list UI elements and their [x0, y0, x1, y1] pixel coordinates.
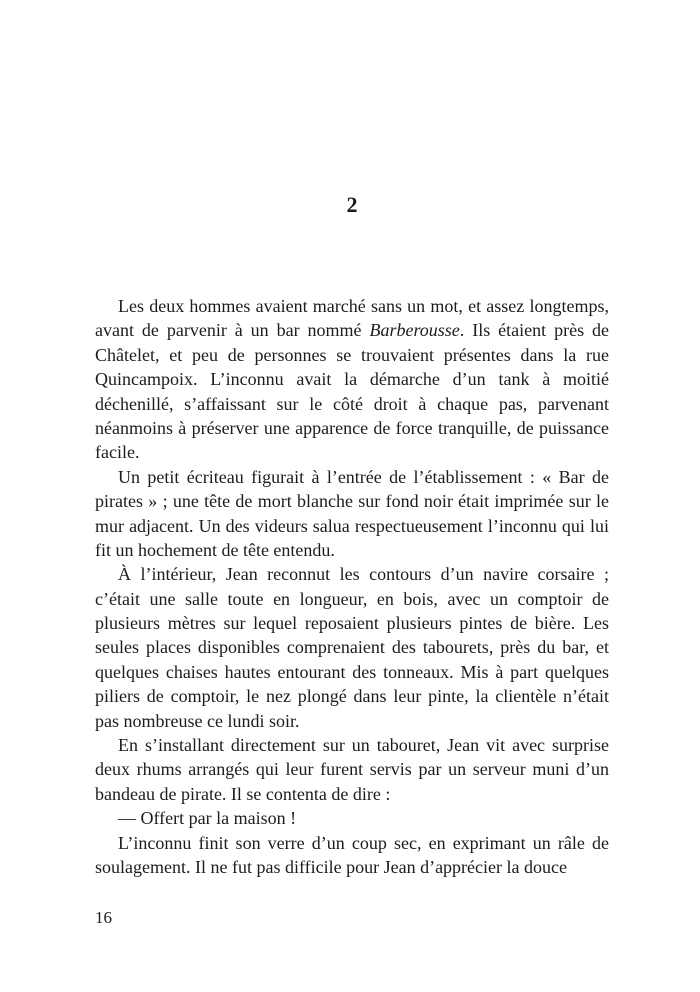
text-line	[95, 538, 609, 562]
italic-bar-name: Barberousse	[369, 320, 460, 341]
text-segment: . Ils étaient près de	[459, 320, 609, 341]
text-line	[95, 733, 609, 757]
text-line	[95, 294, 609, 318]
body-text	[95, 294, 609, 879]
text-line	[95, 465, 609, 489]
text-segment: deux rhums arrangés qui leur furent servis par un serveur muni d’un	[95, 759, 609, 780]
text-line	[95, 343, 609, 367]
text-line	[95, 757, 609, 781]
text-segment: pas nombreuse ce lundi soir.	[95, 710, 300, 731]
text-segment: Quincampoix. L’inconnu avait la démarche d’un tank à moitié	[95, 369, 609, 390]
text-segment: piliers de comptoir, le nez plongé dans leur pinte, la clientèle n’était	[95, 686, 609, 707]
text-line	[95, 611, 609, 635]
text-line	[95, 709, 609, 733]
text-line	[95, 660, 609, 684]
text-segment: En s’installant directement sur un tabouret, Jean vit avec surprise	[118, 735, 609, 756]
text-line	[95, 587, 609, 611]
text-segment: pirates » ; une tête de mort blanche sur fond noir était imprimée sur le	[95, 491, 609, 512]
text-segment: néanmoins à préserver une apparence de force tranquille, de puissance	[95, 417, 609, 438]
text-segment: déchenillé, s’affaissant sur le côté droit à chaque pas, parvenant	[95, 393, 609, 414]
text-line	[95, 635, 609, 659]
text-segment: mur adjacent. Un des videurs salua respectueusement l’inconnu qui lui	[95, 515, 609, 536]
text-line	[95, 684, 609, 708]
text-line	[95, 392, 609, 416]
text-segment: L’inconnu finit son verre d’un coup sec, en exprimant un râle de	[118, 832, 609, 853]
text-line	[95, 855, 609, 879]
chapter-number: 2	[346, 192, 358, 217]
text-segment: Châtelet, et peu de personnes se trouvaient présentes dans la rue	[95, 344, 609, 365]
text-line	[95, 782, 609, 806]
text-segment: — Offert par la maison !	[118, 808, 297, 829]
page-number: 16	[95, 908, 112, 927]
text-segment: plusieurs mètres sur lequel reposaient plusieurs pintes de bière. Les	[95, 613, 609, 634]
text-line	[95, 318, 609, 342]
text-line	[95, 806, 609, 830]
text-segment: quelques chaises hautes entourant des tonneaux. Mis à part quelques	[95, 661, 609, 682]
text-segment: c’était une salle toute en longueur, en bois, avec un comptoir de	[95, 588, 609, 609]
text-segment: seules places disponibles comprenaient des tabourets, près du bar, et	[95, 637, 609, 658]
text-segment: avant de parvenir à un bar nommé	[95, 320, 370, 341]
text-line	[95, 514, 609, 538]
text-line	[95, 367, 609, 391]
text-line	[95, 440, 609, 464]
text-segment: facile.	[95, 442, 140, 463]
text-line	[95, 416, 609, 440]
text-segment: bandeau de pirate. Il se contenta de dire :	[95, 783, 391, 804]
text-segment: fit un hochement de tête entendu.	[95, 539, 335, 560]
text-line	[95, 562, 609, 586]
text-segment: Les deux hommes avaient marché sans un mot, et assez longtemps,	[118, 296, 609, 316]
text-line	[95, 831, 609, 855]
text-segment: soulagement. Il ne fut pas difficile pour Jean d’apprécier la douce	[95, 856, 567, 877]
text-segment: À l’intérieur, Jean reconnut les contours d’un navire corsaire ;	[118, 564, 609, 585]
text-segment: Un petit écriteau figurait à l’entrée de l’établissement : « Bar de	[118, 466, 609, 487]
text-line	[95, 489, 609, 513]
